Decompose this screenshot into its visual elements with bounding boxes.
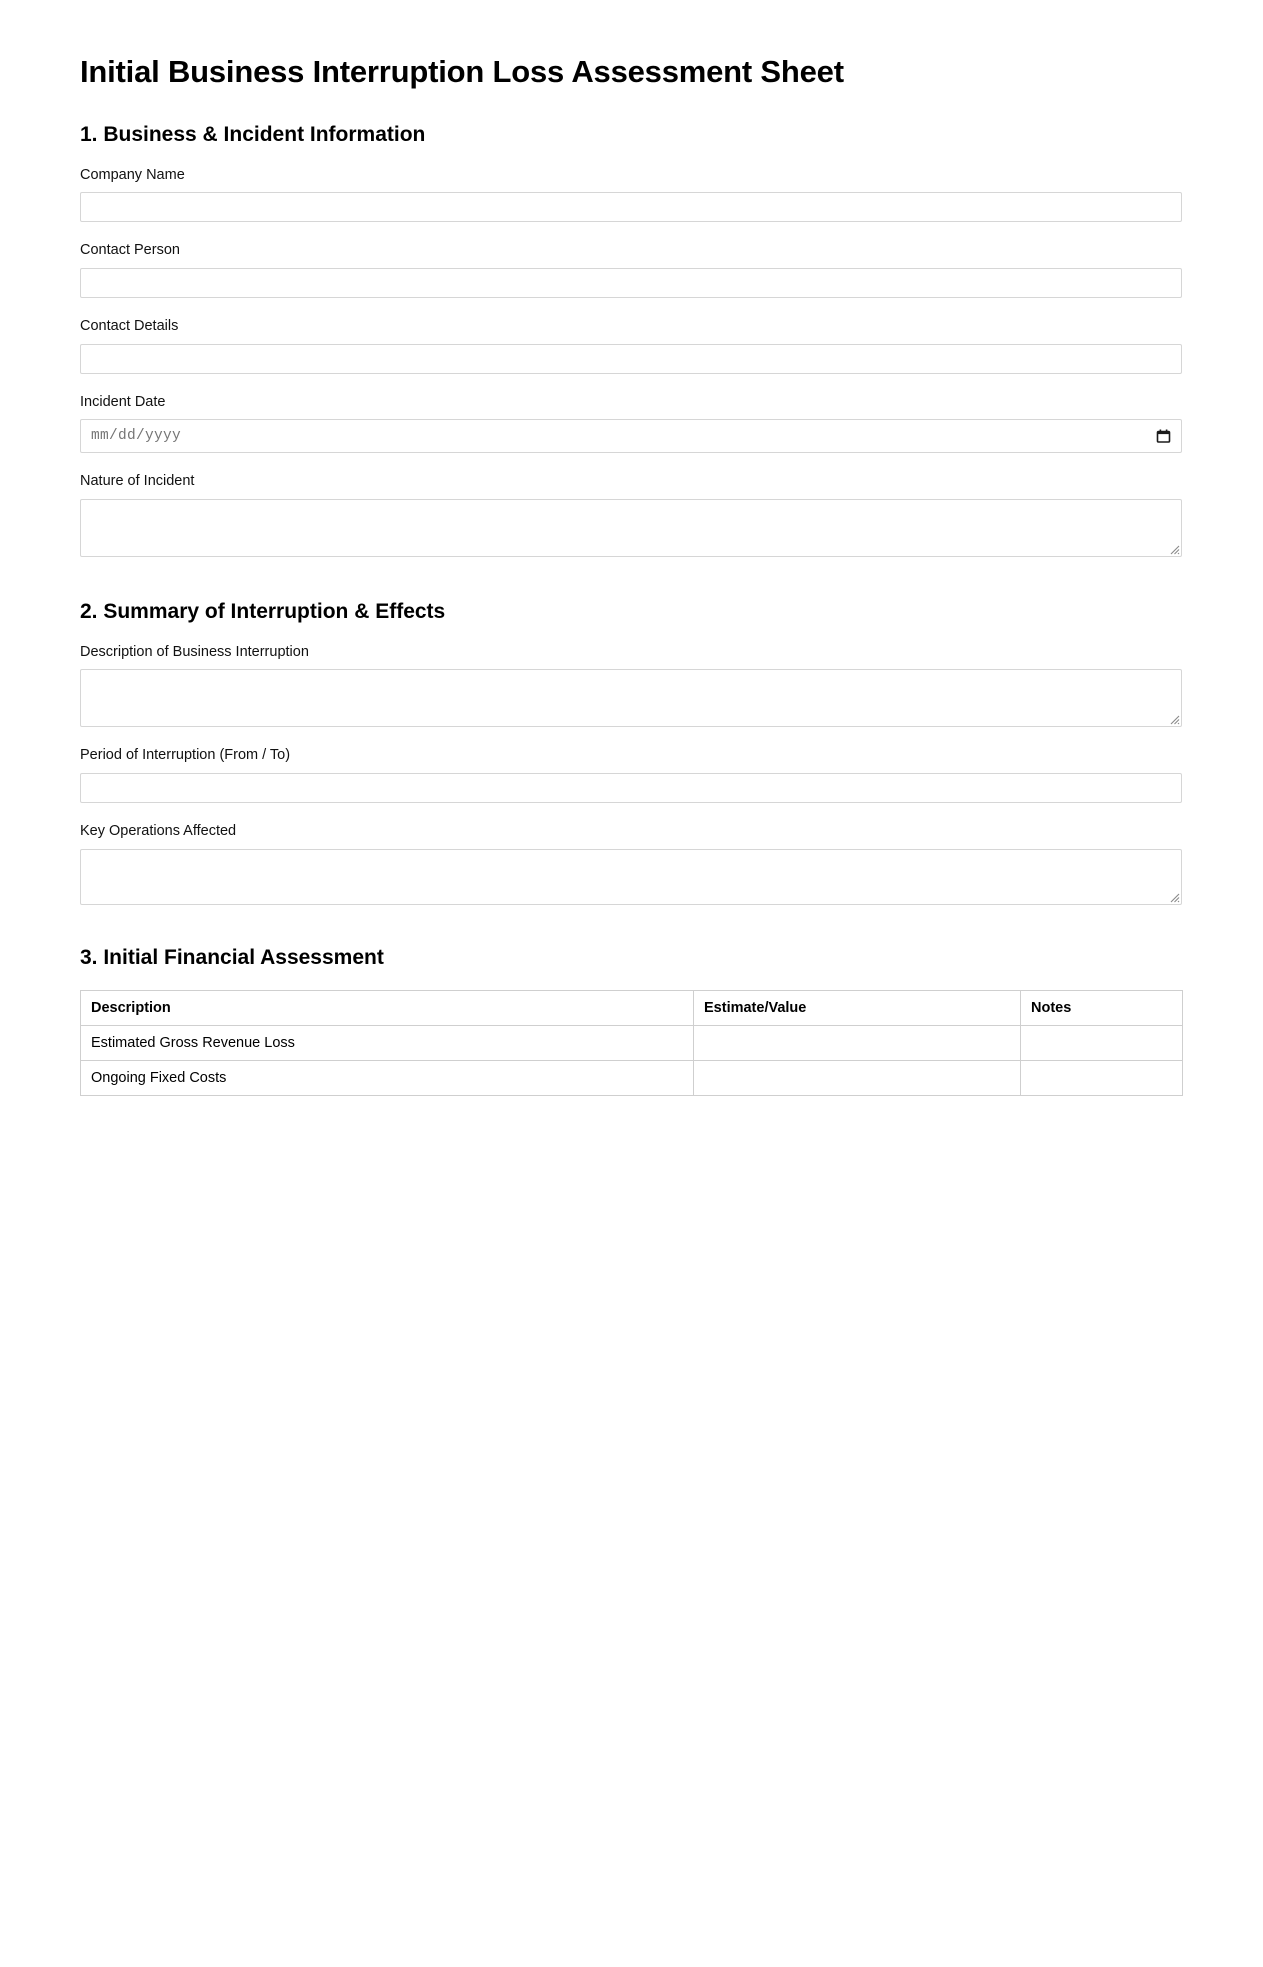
- section-heading-business-incident: 1. Business & Incident Information: [80, 122, 426, 146]
- label-incident-date: Incident Date: [80, 393, 166, 410]
- financial-assessment-table: [80, 990, 1183, 1096]
- table-header-row: [81, 990, 1183, 1025]
- field-contact-details: [80, 317, 1182, 374]
- label-nature-of-incident: Nature of Incident: [80, 473, 195, 490]
- page-clip-area: [0, 1295, 1263, 1967]
- column-header-notes: Notes: [1021, 990, 1183, 1025]
- description-of-interruption-textarea[interactable]: [80, 669, 1182, 727]
- field-description-of-interruption: [80, 643, 1182, 728]
- cell-description: Ongoing Fixed Costs: [81, 1060, 694, 1095]
- period-of-interruption-input[interactable]: [80, 773, 1182, 803]
- field-incident-date: [80, 393, 1182, 454]
- column-header-estimate-value: Estimate/Value: [694, 990, 1021, 1025]
- label-description-of-interruption: Description of Business Interruption: [80, 643, 309, 660]
- field-key-operations-affected: [80, 822, 1182, 905]
- key-operations-affected-wrapper: [80, 849, 1182, 905]
- nature-of-incident-wrapper: [80, 499, 1182, 557]
- section-heading-summary-effects: 2. Summary of Interruption & Effects: [80, 599, 446, 623]
- label-contact-person: Contact Person: [80, 242, 180, 259]
- incident-date-wrapper: [80, 419, 1182, 453]
- cell-notes[interactable]: [1021, 1025, 1183, 1060]
- incident-date-input[interactable]: [80, 419, 1182, 453]
- field-contact-person: [80, 241, 1182, 298]
- document-body: [80, 0, 1182, 1096]
- key-operations-affected-textarea[interactable]: [80, 849, 1182, 905]
- cell-estimate-value[interactable]: [694, 1060, 1021, 1095]
- label-period-of-interruption: Period of Interruption (From / To): [80, 747, 291, 764]
- cell-notes[interactable]: [1021, 1060, 1183, 1095]
- label-company-name: Company Name: [80, 166, 185, 183]
- calendar-icon[interactable]: [1156, 429, 1171, 444]
- cell-description: Estimated Gross Revenue Loss: [81, 1025, 694, 1060]
- company-name-input[interactable]: [80, 192, 1182, 222]
- label-contact-details: Contact Details: [80, 317, 179, 334]
- field-period-of-interruption: [80, 746, 1182, 803]
- table-row: [81, 1025, 1183, 1060]
- table-body: [81, 1025, 1183, 1095]
- table-row: [81, 1060, 1183, 1095]
- table-head: [81, 990, 1183, 1025]
- description-of-interruption-wrapper: [80, 669, 1182, 727]
- page-title: Initial Business Interruption Loss Assessment Sheet: [80, 54, 844, 89]
- contact-person-input[interactable]: [80, 268, 1182, 298]
- field-company-name: [80, 166, 1182, 223]
- section-heading-financial-assessment: 3. Initial Financial Assessment: [80, 945, 384, 969]
- field-nature-of-incident: [80, 472, 1182, 557]
- column-header-description: Description: [81, 990, 694, 1025]
- label-key-operations-affected: Key Operations Affected: [80, 822, 237, 839]
- cell-estimate-value[interactable]: [694, 1025, 1021, 1060]
- nature-of-incident-textarea[interactable]: [80, 499, 1182, 557]
- contact-details-input[interactable]: [80, 344, 1182, 374]
